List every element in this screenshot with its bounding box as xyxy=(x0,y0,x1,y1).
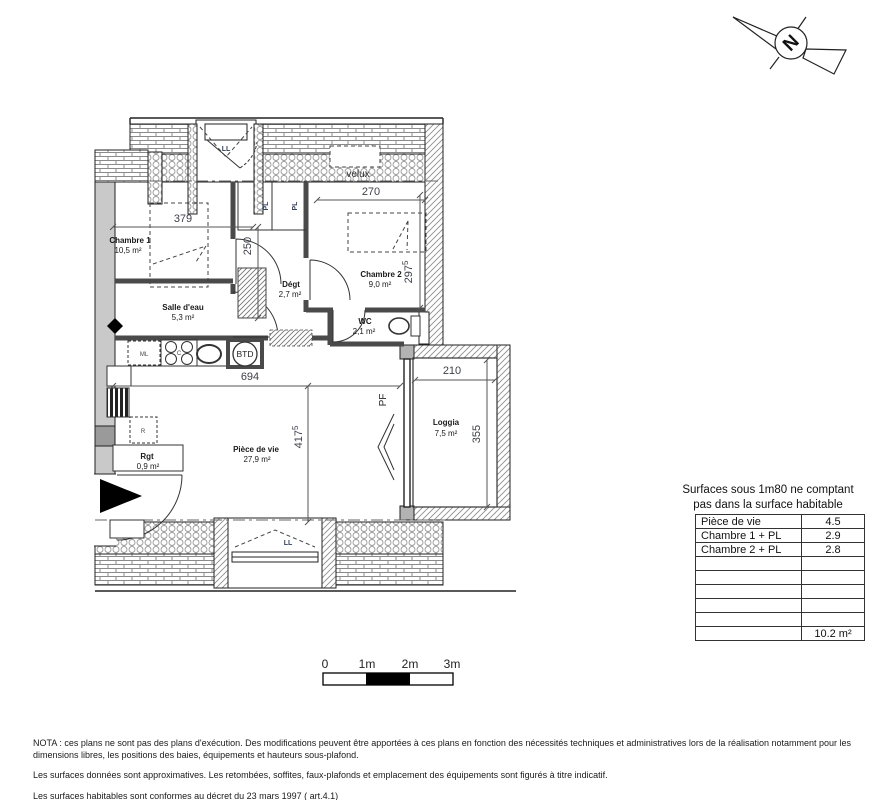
row-value xyxy=(802,613,865,627)
r-label: R xyxy=(140,429,146,435)
bottom-window-pier-left xyxy=(214,518,228,588)
dim-label-270: 270 xyxy=(361,186,381,198)
room-rgt-area: 0,9 m² xyxy=(136,462,160,471)
door-chambre2 xyxy=(310,260,350,300)
scale-bar-black-segment xyxy=(366,673,410,685)
room-wc-name: WC xyxy=(358,317,372,326)
door-wc xyxy=(333,310,365,342)
pl-label-2: PL xyxy=(292,201,299,211)
north-arrow xyxy=(733,17,846,74)
room-loggia-name: Loggia xyxy=(432,418,460,427)
wall-top-insulation xyxy=(130,154,443,182)
surfaces-table xyxy=(695,514,865,641)
room-rgt-name: Rgt xyxy=(140,452,154,461)
row-value: 10.2 m² xyxy=(802,627,865,641)
room-loggia-area: 7,5 m² xyxy=(434,429,458,438)
dim-label-379: 379 xyxy=(173,213,193,225)
pf-window xyxy=(404,359,410,507)
dim-label-297: $297^5$ xyxy=(401,260,415,284)
entrance-arrow xyxy=(100,479,142,513)
row-value xyxy=(802,571,865,585)
row-value xyxy=(802,599,865,613)
room-wc-area: 2,1 m² xyxy=(352,327,376,336)
table-row xyxy=(696,571,865,585)
room-chambre1-name: Chambre 1 xyxy=(109,236,151,245)
surfaces-title-line2: pas dans la surface habitable xyxy=(693,499,843,511)
table-row xyxy=(696,613,865,627)
btd-label: BTD xyxy=(236,349,254,359)
row-label xyxy=(696,627,802,641)
row-label: Chambre 1 + PL xyxy=(696,529,802,543)
pf-label: PF xyxy=(378,393,389,407)
row-value xyxy=(802,585,865,599)
surfaces-title-line1: Surfaces sous 1m80 ne comptant xyxy=(682,484,854,496)
dim-210 xyxy=(412,377,498,383)
north-letter: N xyxy=(779,31,804,56)
shower-zone xyxy=(238,268,266,318)
pf-swing-chevrons xyxy=(378,414,394,480)
ml-label: ML xyxy=(139,352,149,358)
north-needle xyxy=(733,17,779,49)
dim-label-250: 250 xyxy=(242,236,254,256)
footer-notes xyxy=(33,738,871,800)
kitchen-sink xyxy=(197,345,221,363)
velux-label: velux xyxy=(346,169,370,180)
loggia-pier-bottom xyxy=(400,506,414,520)
room-salle-eau-name: Salle d'eau xyxy=(162,303,204,312)
passage-soffit xyxy=(270,330,312,346)
scale-tick-1m: 1m xyxy=(358,657,376,671)
room-salle-eau-area: 5,3 m² xyxy=(171,313,195,322)
table-row xyxy=(696,515,865,529)
table-row xyxy=(696,543,865,557)
wall-topleft-pier xyxy=(148,152,162,204)
note-habitables: Les surfaces habitables sont conformes au décret du 23 mars 1997 ( art.4.1) xyxy=(33,790,339,800)
row-value: 2.9 xyxy=(802,529,865,543)
loggia-wall-bottom xyxy=(400,507,510,520)
table-row xyxy=(696,599,865,613)
row-label: Pièce de vie xyxy=(696,515,802,529)
table-row xyxy=(696,585,865,599)
room-piece-vie-area: 27,9 m² xyxy=(243,455,271,464)
fixtures xyxy=(107,316,420,538)
row-label xyxy=(696,557,802,571)
table-row xyxy=(696,529,865,543)
row-label xyxy=(696,613,802,627)
row-label xyxy=(696,599,802,613)
room-degt-name: Dégt xyxy=(282,280,300,289)
scale-tick-2m: 2m xyxy=(401,657,419,671)
room-chambre2-name: Chambre 2 xyxy=(360,270,402,279)
top-duct-pier-right xyxy=(254,124,263,214)
hatched-zones xyxy=(238,268,312,346)
table-row xyxy=(696,627,865,641)
row-label xyxy=(696,585,802,599)
toilet-bowl xyxy=(389,318,409,334)
row-value xyxy=(802,557,865,571)
wall-top-brick xyxy=(130,124,443,154)
surfaces-title xyxy=(676,483,860,513)
scale-tick-3m: 3m xyxy=(443,657,461,671)
dim-label-210: 210 xyxy=(442,365,462,377)
room-chambre2-area: 9,0 m² xyxy=(368,280,392,289)
dim-label-355: 355 xyxy=(471,424,483,444)
row-label: Chambre 2 + PL xyxy=(696,543,802,557)
tall-cabinet xyxy=(107,366,131,386)
room-piece-vie-name: Pièce de vie xyxy=(233,445,279,454)
loggia-pier-top xyxy=(400,345,414,359)
ll-label-bottom: LL xyxy=(283,540,293,547)
dim-694 xyxy=(110,383,403,389)
bottom-window-pier-right xyxy=(322,518,336,588)
row-label xyxy=(696,571,802,585)
room-degt-area: 2,7 m² xyxy=(278,290,302,299)
wall-topleft-brick xyxy=(95,150,148,182)
row-value: 2.8 xyxy=(802,543,865,557)
dim-label-694: 694 xyxy=(240,371,260,383)
north-tail xyxy=(803,49,846,74)
pl-label-1: PL xyxy=(263,201,270,211)
scale-tick-0: 0 xyxy=(321,657,329,671)
velux-outline xyxy=(330,146,380,167)
note-surfaces: Les surfaces données sont approximatives. Les retombées, soffites, faux-plafonds et emplacement des équipements sont figurés à titre indicatif. xyxy=(33,770,608,780)
zone-chambre2 xyxy=(348,213,426,252)
table-row xyxy=(696,557,865,571)
radiator xyxy=(107,388,129,417)
ll-label-top: LL xyxy=(221,146,231,153)
room-chambre1-area: 10,5 m² xyxy=(114,246,142,255)
scale-bar xyxy=(322,657,461,685)
dim-label-417: $417^5$ xyxy=(291,425,305,449)
loggia-wall-right xyxy=(497,345,510,520)
toilet-tank xyxy=(411,316,420,336)
row-value: 4.5 xyxy=(802,515,865,529)
c-label: C xyxy=(176,351,182,357)
loggia-wall-top xyxy=(400,345,510,358)
note-nota: NOTA : ces plans ne sont pas des plans d'exécution. Des modifications peuvent être apportées à ces plans en fonction des nécessités techniques et administratives lors de la réalisation notamment pour les dimensions libres, les positions des baies, équipements et hauteurs sous-plafond. xyxy=(33,738,852,760)
interior-partitions xyxy=(115,182,425,345)
top-duct-pier-left xyxy=(188,124,197,214)
dim-417 xyxy=(305,383,311,525)
